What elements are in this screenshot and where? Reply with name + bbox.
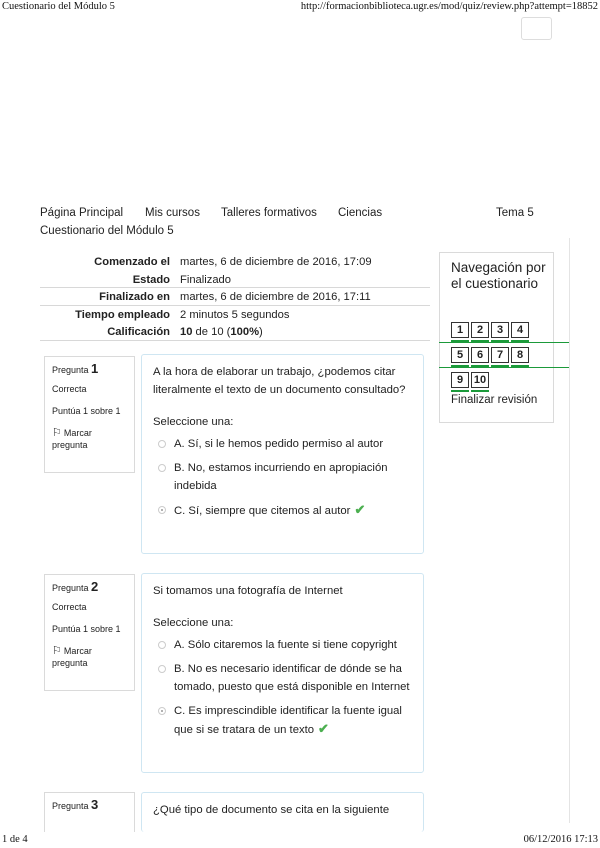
question-info-2: [44, 574, 135, 691]
radio-button-selected[interactable]: [158, 707, 166, 715]
flag-question-label: Marcar pregunta: [52, 646, 92, 668]
breadcrumb-item-home[interactable]: Página Principal: [40, 207, 124, 219]
question-content-1: [141, 354, 424, 554]
flag-question-button[interactable]: [52, 427, 127, 451]
breadcrumb-item-my-courses[interactable]: Mis cursos: [145, 207, 200, 219]
nav-question-2[interactable]: 2: [471, 322, 489, 338]
nav-question-1[interactable]: 1: [451, 322, 469, 338]
question-text: ¿Qué tipo de documento se cita en la siguiente: [153, 804, 390, 816]
question-number: [52, 363, 127, 376]
content-divider: [569, 238, 570, 823]
print-datetime: 06/12/2016 17:13: [523, 834, 598, 845]
radio-button-selected[interactable]: [158, 506, 166, 514]
question-number-value: 1: [91, 361, 99, 376]
answer-option[interactable]: [153, 660, 412, 696]
answer-label: A. Sólo citaremos la fuente si tiene copyright: [174, 639, 397, 651]
nav-question-8[interactable]: 8: [511, 347, 529, 363]
summary-value: martes, 6 de diciembre de 2016, 17:09: [180, 256, 372, 268]
breadcrumb: [40, 207, 540, 221]
nav-question-3[interactable]: 3: [491, 322, 509, 338]
question-info-1: [44, 356, 135, 473]
summary-value-grade: [180, 326, 263, 338]
question-info-3: [44, 792, 135, 832]
summary-row-time: [40, 306, 430, 324]
nav-question-9[interactable]: 9: [451, 372, 469, 388]
quiz-navigation-title: Navegación por el cuestionario: [451, 260, 546, 291]
radio-button[interactable]: [158, 665, 166, 673]
answer-label: B. No es necesario identificar de dónde se ha tomado, puesto que está disponible en Internet: [174, 663, 410, 693]
question-number: [52, 799, 127, 812]
question-text: A la hora de elaborar un trabajo, ¿podemos citar literalmente el texto de un documento consultado?: [153, 366, 406, 396]
question-state: Correcta: [52, 602, 87, 612]
summary-row-grade: [40, 323, 430, 341]
summary-row-started: [40, 253, 430, 271]
breadcrumb-item-sciences[interactable]: Ciencias: [338, 207, 383, 219]
summary-value: martes, 6 de diciembre de 2016, 17:11: [180, 291, 371, 303]
answer-option[interactable]: [153, 459, 412, 495]
print-page-title: Cuestionario del Módulo 5: [2, 1, 115, 12]
page-box: [521, 17, 552, 40]
question-prompt: Seleccione una:: [153, 416, 234, 428]
summary-row-state: [40, 271, 430, 289]
question-number: [52, 581, 127, 594]
breadcrumb-item-topic[interactable]: Tema 5: [496, 207, 534, 219]
radio-button[interactable]: [158, 464, 166, 472]
question-content-2: [141, 573, 424, 773]
summary-value: Finalizado: [180, 273, 231, 286]
finish-review-link[interactable]: Finalizar revisión: [451, 394, 538, 406]
question-text: Si tomamos una fotografía de Internet: [153, 585, 343, 597]
check-icon: ✔: [318, 721, 329, 736]
question-state: Correcta: [52, 384, 87, 394]
question-label: Pregunta: [52, 801, 89, 811]
summary-label: Calificación: [107, 326, 170, 338]
question-label: Pregunta: [52, 583, 89, 593]
summary-label: Comenzado el: [94, 256, 170, 268]
nav-row-underline: [439, 342, 569, 343]
flag-icon: ⚐: [52, 645, 62, 657]
page-title[interactable]: Cuestionario del Módulo 5: [40, 225, 174, 237]
question-number-value: 3: [91, 797, 99, 812]
attempt-summary: [40, 253, 430, 341]
summary-label: Estado: [132, 273, 170, 286]
question-grade: Puntúa 1 sobre 1: [52, 624, 121, 634]
summary-label: Tiempo empleado: [75, 308, 170, 321]
flag-question-button[interactable]: [52, 645, 127, 669]
grade-percent: 100%: [230, 326, 260, 338]
summary-value: 2 minutos 5 segundos: [180, 308, 290, 321]
grade-score: 10: [180, 326, 193, 338]
flag-icon: ⚐: [52, 427, 62, 439]
answer-option[interactable]: [153, 435, 412, 453]
question-content-3: [141, 792, 424, 832]
flag-question-label: Marcar pregunta: [52, 428, 92, 450]
nav-question-7[interactable]: 7: [491, 347, 509, 363]
answer-label: A. Sí, si le hemos pedido permiso al autor: [174, 438, 384, 450]
print-page-url: http://formacionbiblioteca.ugr.es/mod/quiz/review.php?attempt=18852: [300, 1, 598, 12]
summary-row-finished: [40, 288, 430, 306]
question-grade: Puntúa 1 sobre 1: [52, 406, 121, 416]
answer-option-selected[interactable]: [153, 702, 412, 739]
quiz-navigation: [439, 252, 554, 423]
grade-of: de 10 (: [192, 326, 231, 338]
answer-label: C. Sí, siempre que citemos al autor: [174, 505, 351, 517]
question-prompt: Seleccione una:: [153, 617, 234, 629]
answer-label: C. Es imprescindible identificar la fuente igual que si se tratara de un texto: [174, 705, 402, 736]
check-icon: ✔: [354, 502, 366, 517]
summary-label: Finalizado en: [99, 291, 170, 303]
nav-question-10[interactable]: 10: [471, 372, 489, 388]
nav-question-6[interactable]: 6: [471, 347, 489, 363]
nav-question-4[interactable]: 4: [511, 322, 529, 338]
radio-button[interactable]: [158, 641, 166, 649]
print-page-number: 1 de 4: [2, 834, 28, 845]
answer-label: B. No, estamos incurriendo en apropiación indebida: [174, 462, 388, 492]
breadcrumb-item-workshops[interactable]: Talleres formativos: [221, 207, 317, 219]
answer-option[interactable]: [153, 636, 412, 654]
grade-close: ): [259, 326, 263, 338]
nav-question-5[interactable]: 5: [451, 347, 469, 363]
question-label: Pregunta: [52, 365, 89, 375]
question-number-value: 2: [91, 579, 99, 594]
nav-row-underline: [439, 367, 569, 368]
radio-button[interactable]: [158, 440, 166, 448]
answer-option-selected[interactable]: [153, 501, 412, 520]
